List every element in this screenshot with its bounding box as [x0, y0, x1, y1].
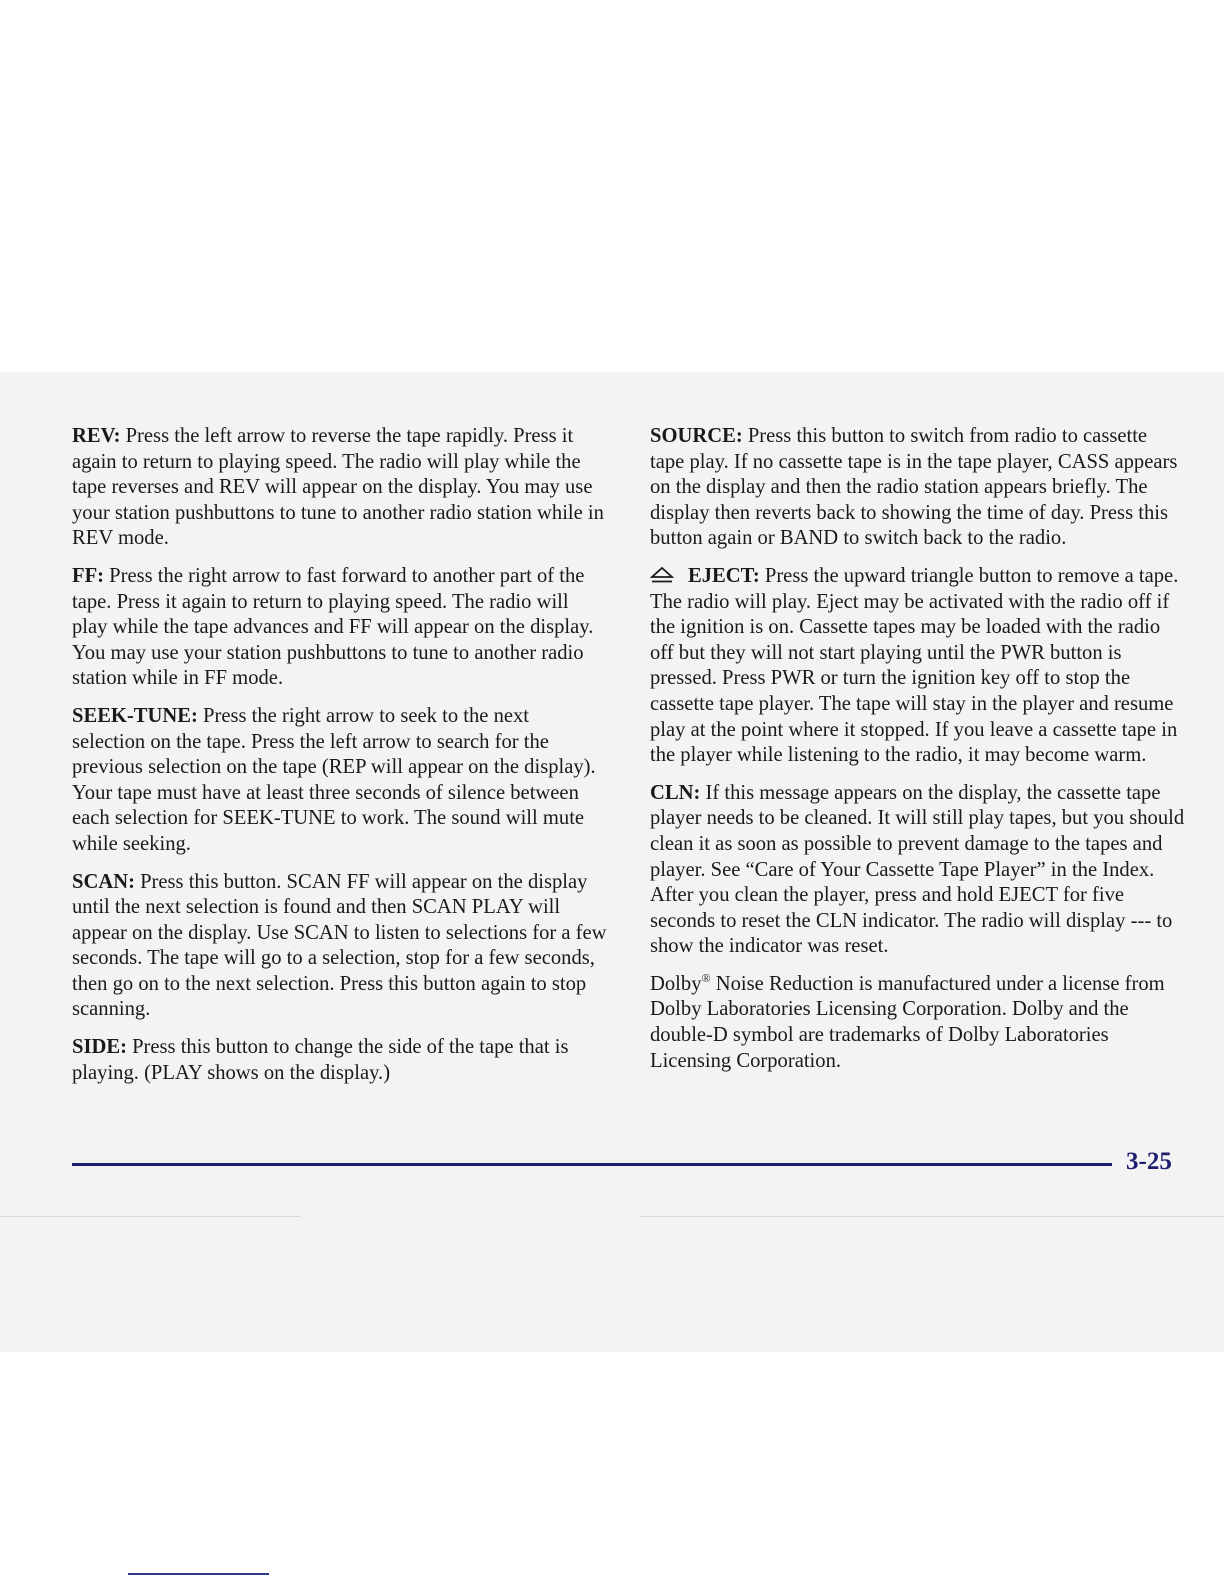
eject-icon: [650, 566, 674, 584]
eject-description: Press the upward triangle button to remove a tape. The radio will play. Eject may be activated with the radio off if the ignition is on. Cassette tapes may be loaded with the radio off but they will not start playing until the PWR button is pressed. Press PWR or turn the ignition key off to stop the cassette tape player. The tape will stay in the player and resume play at the point where it stopped. If you leave a cassette tape in the player while listening to the radio, it may become warm.: [650, 564, 1179, 767]
eject-paragraph: [650, 564, 1186, 769]
source-paragraph: [650, 424, 1186, 552]
scan-artifact-line: [640, 1216, 1224, 1217]
ff-term: FF:: [72, 564, 105, 587]
side-paragraph: [72, 1035, 607, 1086]
ff-description: Press the right arrow to fast forward to another part of the tape. Press it again to return to playing speed. The radio will play while the tape advances and FF will appear on the display. You may use your station pushbuttons to tune to another radio station while in FF mode.: [72, 564, 594, 690]
seek-tune-paragraph: [72, 704, 607, 858]
side-description: Press this button to change the side of the tape that is playing. (PLAY shows on the display.): [72, 1036, 569, 1084]
cln-description: If this message appears on the display, the cassette tape player needs to be cleaned. It will still play tapes, but you should clean it as soon as possible to prevent damage to the tapes and player. See “Care of Your Cassette Tape Player” in the Index. After you clean the player, press and hold EJECT for five seconds to reset the CLN indicator. The radio will display --- to show the indicator was reset.: [650, 781, 1185, 958]
dolby-description: Noise Reduction is manufactured under a license from Dolby Laboratories Licensing Corporation. Dolby and the double-D symbol are trademarks of Dolby Laboratories Licensing Corporation.: [650, 972, 1165, 1072]
cln-term: CLN:: [650, 781, 701, 804]
source-term: SOURCE:: [650, 425, 743, 447]
registered-mark: ®: [701, 970, 711, 985]
source-description: Press this button to switch from radio to cassette tape play. If no cassette tape is in the tape player, CASS appears on the display and then the radio station appears briefly. The display then reverts back to showing the time of day. Press this button again or BAND to switch back to the radio.: [650, 425, 1178, 550]
scan-artifact-line: [0, 1216, 300, 1217]
bottom-link-underline[interactable]: [128, 1573, 269, 1575]
left-column: [72, 424, 607, 1098]
seek-tune-term: SEEK-TUNE:: [72, 704, 198, 727]
right-column: [650, 424, 1186, 1086]
rev-paragraph: [72, 424, 607, 552]
eject-term: EJECT:: [688, 564, 760, 587]
scan-description: Press this button. SCAN FF will appear on the display until the next selection is found and then SCAN PLAY will appear on the display. Use SCAN to listen to selections for a few seconds. The tape will go to a selection, stop for a few seconds, then go on to the next selection. Press this button again to stop scanning.: [72, 870, 607, 1021]
ff-paragraph: [72, 564, 607, 692]
dolby-brand: Dolby: [650, 972, 702, 995]
side-term: SIDE:: [72, 1036, 127, 1059]
page-number: 3-25: [1126, 1148, 1172, 1175]
seek-tune-description: Press the right arrow to seek to the next selection on the tape. Press the left arrow to search for the previous selection on the tape (REP will appear on the display). Your tape must have at least three seconds of silence between each selection for SEEK-TUNE to work. The sound will mute while seeking.: [72, 704, 596, 855]
dolby-paragraph: [650, 972, 1186, 1074]
rev-description: Press the left arrow to reverse the tape rapidly. Press it again to return to playing speed. The radio will play while the tape reverses and REV will appear on the display. You may use your station pushbuttons to tune to another radio station while in REV mode.: [72, 425, 604, 550]
scan-paragraph: [72, 870, 607, 1024]
cln-paragraph: [650, 781, 1186, 960]
footer-rule: [72, 1163, 1112, 1166]
rev-term: REV:: [72, 425, 121, 447]
scan-term: SCAN:: [72, 870, 135, 893]
